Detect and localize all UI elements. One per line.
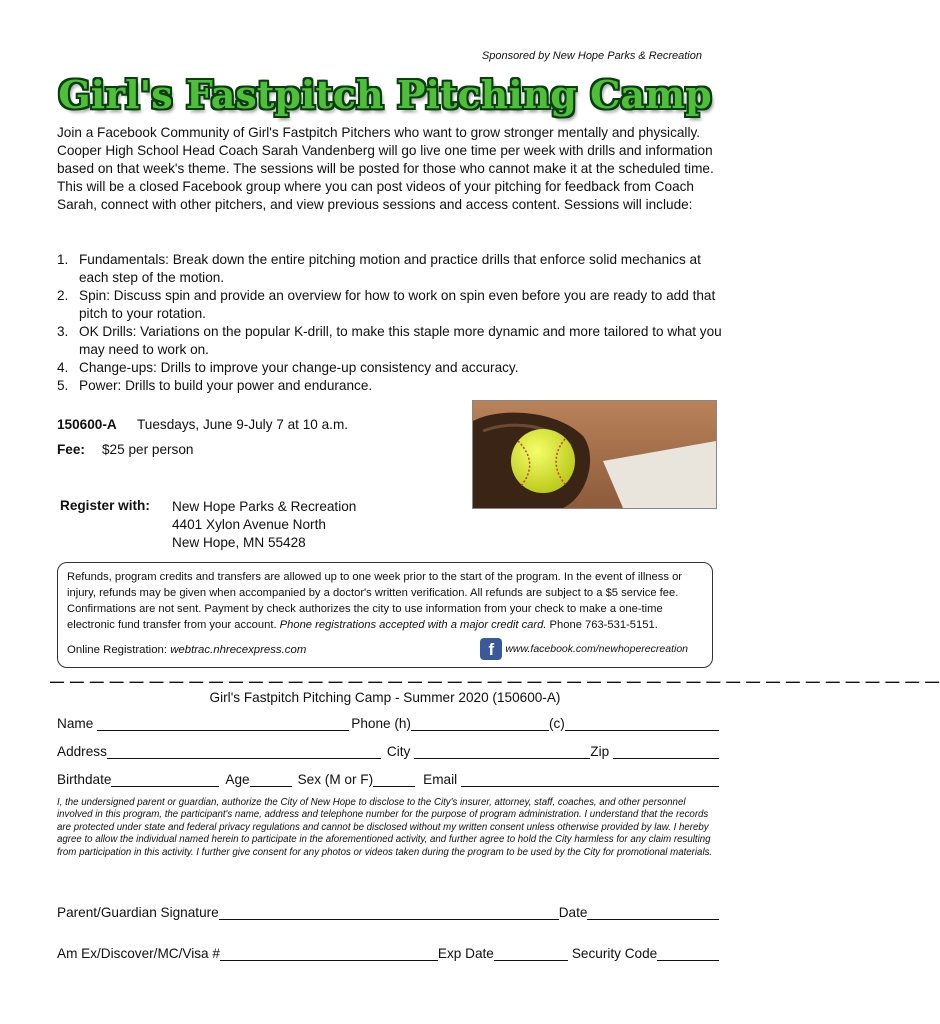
name-field[interactable] xyxy=(97,716,349,731)
form-row-name xyxy=(57,716,719,731)
form-row-personal xyxy=(57,772,719,787)
facebook-url[interactable]: www.facebook.com/newhoperecreation xyxy=(505,643,688,655)
address-field[interactable] xyxy=(107,744,381,759)
date-field[interactable] xyxy=(587,905,719,920)
list-item: 3. OK Drills: Variations on the popular K-drill, to make this staple more dynamic and more tailored to what you may need to work on. xyxy=(57,324,722,357)
birthdate-field[interactable] xyxy=(111,772,219,787)
list-item: 4. Change-ups: Drills to improve your change-up consistency and accuracy. xyxy=(57,360,519,375)
online-registration-link[interactable]: webtrac.nhrecexpress.com xyxy=(170,644,307,656)
card-label: Am Ex/Discover/MC/Visa # xyxy=(57,946,220,961)
refund-policy-box xyxy=(57,562,713,668)
date-label: Date xyxy=(558,905,588,920)
sex-field[interactable] xyxy=(373,772,415,787)
phone-number: Phone 763-531-5151. xyxy=(546,619,658,631)
phone-home-label: Phone (h) xyxy=(351,716,411,731)
phone-cell-field[interactable] xyxy=(565,716,719,731)
fee-label: Fee: xyxy=(57,442,85,457)
security-code-label: Security Code xyxy=(571,946,658,961)
email-label: Email xyxy=(423,772,458,787)
form-row-payment xyxy=(57,946,719,961)
exp-date-label: Exp Date xyxy=(437,946,494,961)
facebook-link[interactable] xyxy=(480,638,688,660)
softball-glove-photo xyxy=(472,400,717,509)
list-item: 5. Power: Drills to build your power and endurance. xyxy=(57,378,373,393)
policy-text: Refunds, program credits and transfers are allowed up to one week prior to the start of the program. In the event of illness or injury, refunds may be given when accompanied by a doctor's written verification. All refunds are subject to a $5 service fee. Confirmations are not sent. Payment by check authorizes the city to use information from your check to make a one-time electronic fund transfer from your account. xyxy=(67,571,683,631)
sponsor-line: Sponsored by New Hope Parks & Recreation xyxy=(481,50,702,62)
consent-statement: I, the undersigned parent or guardian, authorize the City of New Hope to disclose to the City's insurer, attorney, staff, coaches, and other personnel involved in this program, the participant's name, address and telephone number for the purpose of program administration. I understand that the records are protected under state and federal privacy regulations and cannot be disclosed without my written consent unless otherwise provided by law. I hereby agree to allow the individual named herein to participate in the aforementioned activity, and further agree to hold the City harmless for any claim resulting from participation in this activity. I further give consent for any photos or videos taken during the program to be used by the City for promotional materials. xyxy=(57,797,713,858)
zip-label: Zip xyxy=(590,744,610,759)
age-field[interactable] xyxy=(250,772,292,787)
age-label: Age xyxy=(225,772,250,787)
session-list xyxy=(57,251,722,395)
fee-row xyxy=(57,442,193,457)
online-registration: Online Registration: webtrac.nhrecexpress.com xyxy=(67,644,307,656)
email-field[interactable] xyxy=(461,772,719,787)
signature-field[interactable] xyxy=(219,905,559,920)
register-address: New Hope Parks & Recreation 4401 Xylon Avenue North New Hope, MN 55428 xyxy=(172,499,357,550)
facebook-icon: f xyxy=(480,638,502,660)
zip-field[interactable] xyxy=(613,744,719,759)
list-item: 2. Spin: Discuss spin and provide an overview for how to work on spin even before you are ready to add that pitch to your rotation. xyxy=(57,288,716,321)
form-title: Girl's Fastpitch Pitching Camp - Summer 2020 (150600-A) xyxy=(209,690,561,705)
phone-home-field[interactable] xyxy=(411,716,549,731)
address-label: Address xyxy=(57,744,107,759)
phone-cell-label: (c) xyxy=(548,716,565,731)
signature-label: Parent/Guardian Signature xyxy=(57,905,219,920)
form-row-address xyxy=(57,744,719,759)
card-number-field[interactable] xyxy=(220,946,438,961)
sex-label: Sex (M or F) xyxy=(297,772,374,787)
course-time: Tuesdays, June 9-July 7 at 10 a.m. xyxy=(137,417,349,432)
page-title: Girl's Fastpitch Pitching Camp xyxy=(58,72,712,117)
city-field[interactable] xyxy=(414,744,590,759)
city-label: City xyxy=(386,744,411,759)
register-label: Register with: xyxy=(60,498,150,513)
cut-line-divider: — — — — — — — — — — — — — — — — — — — — — — — — — — — — — — — — — — — — — — — — — — — — — xyxy=(50,673,940,689)
security-code-field[interactable] xyxy=(657,946,719,961)
form-row-signature xyxy=(57,905,719,920)
fee-value: $25 per person xyxy=(102,442,194,457)
course-schedule xyxy=(57,417,348,432)
list-item: 1. Fundamentals: Break down the entire pitching motion and practice drills that enforce solid mechanics at each step of the motion. xyxy=(57,252,701,285)
exp-date-field[interactable] xyxy=(494,946,568,961)
name-label: Name xyxy=(57,716,94,731)
course-code: 150600-A xyxy=(57,417,117,432)
intro-paragraph: Join a Facebook Community of Girl's Fastpitch Pitchers who want to grow stronger mentally and physically. Cooper High School Head Coach Sarah Vandenberg will go live one time per week with drills and information based on that week's theme. The sessions will be posted for those who cannot make it at the scheduled time. This will be a closed Facebook group where you can post videos of your pitching for feedback from Coach Sarah, connect with other pitchers, and view previous sessions and access content. Sessions will include: xyxy=(57,125,714,212)
birthdate-label: Birthdate xyxy=(57,772,112,787)
phone-note: Phone registrations accepted with a major credit card. xyxy=(279,619,547,631)
